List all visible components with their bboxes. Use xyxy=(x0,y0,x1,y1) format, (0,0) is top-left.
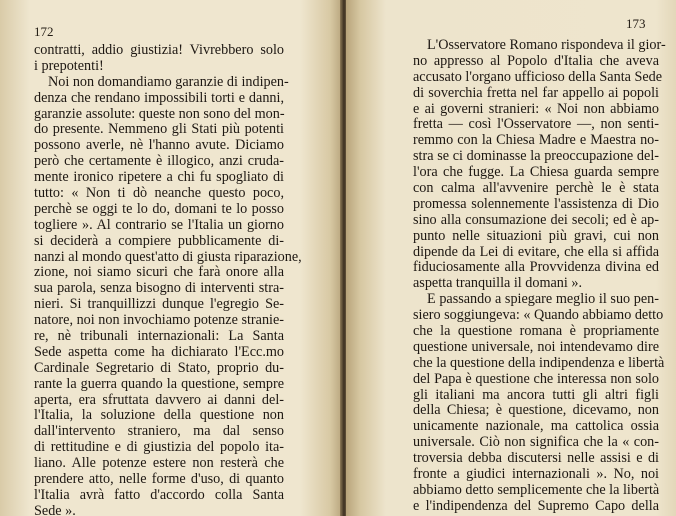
text-line: promessa solennemente l'assistenza di Dio xyxy=(413,195,659,212)
text-line: l'ora che fugge. La Chiesa guarda sempre xyxy=(413,164,659,181)
text-line: Sede aspetta come ha dichiarato l'Ecc.mo xyxy=(34,343,284,360)
text-line: E passando a spiegare meglio il suo pen- xyxy=(427,291,659,308)
text-line: l'Italia avrà fatto d'accordo colla Santa xyxy=(34,486,284,503)
text-line: i prepotenti! xyxy=(34,57,104,74)
text-line: sua parola, senza bisogno di interventi stra- xyxy=(34,280,284,297)
text-line: di soverchia fretta nel far appello ai popoli xyxy=(413,84,659,101)
text-line: mente ironico ripetere a chi fu spogliato di xyxy=(34,169,284,186)
text-line: gli italiani ma ancora tutti gli altri figli xyxy=(413,386,659,403)
text-line: zione, noi siamo sicuri che farà onore alla xyxy=(34,264,284,281)
left-page-text xyxy=(34,42,302,516)
text-line: aperta, era sfruttata davvero ai danni del- xyxy=(34,391,284,408)
text-line: Noi non domandiamo garanzie di indipen- xyxy=(48,73,289,90)
text-line: rante la guerra quando la questione, sempre xyxy=(34,375,284,392)
text-line: stra se ci dominasse la preoccupazione del- xyxy=(413,148,659,165)
text-line: remmo con la Chiesa Madre e Maestra no- xyxy=(413,132,659,149)
text-line: fretta — così l'Osservatore —, non senti- xyxy=(413,116,659,133)
text-line: dipende da Lei di evitare, che ella si affida xyxy=(413,243,659,260)
text-line: Sede ». xyxy=(34,502,76,516)
text-line: troversia debba discutersi nelle assisi e di xyxy=(413,450,659,467)
text-line: siero soggiungeva: « Quando abbiamo detto xyxy=(413,307,664,324)
text-line: contratti, addio giustizia! Vivrebbero solo xyxy=(34,42,284,58)
text-line: sino alla consumazione dei secoli; ed è ap- xyxy=(413,211,659,228)
text-line: della Chiesa; è questione, dicevamo, non xyxy=(413,402,659,419)
right-page xyxy=(346,0,676,516)
text-line: e l'indipendenza del Supremo Capo della xyxy=(413,497,659,514)
page-number: 173 xyxy=(626,16,646,31)
text-line: natore, noi non invochiamo potenze stranie- xyxy=(34,312,284,329)
text-line: possono averle, nè l'hanno avute. Diciamo xyxy=(34,137,284,154)
text-line: di rettitudine e di giustizia del popolo ita- xyxy=(34,439,284,456)
text-line: Cardinale Segretario di Stato, proprio du- xyxy=(34,359,284,376)
text-line: del Papa è questione che interessa non solo xyxy=(413,370,659,387)
text-line: nanzi al mondo quest'atto di giusta riparazione, xyxy=(34,248,302,265)
text-line: prendere atto, nelle forme d'uso, di quanto xyxy=(34,471,284,488)
text-line: che la questione della indipendenza e libertà xyxy=(413,354,665,371)
text-line: no appresso al Popolo d'Italia che aveva xyxy=(413,52,659,69)
text-line: re, nè tribunali internazionali: La Santa xyxy=(34,328,284,345)
text-line: fronte a giudici internazionali ». No, noi xyxy=(413,466,659,483)
text-line: questione universale, noi intendevamo dire xyxy=(413,338,659,355)
text-line: abbiamo detto semplicemente che la libertà xyxy=(413,481,660,498)
page-number: 172 xyxy=(34,24,54,39)
text-line: fiduciosamente alla Provvidenza divina ed xyxy=(413,259,659,276)
text-line: liano. Alle potenze estere non resterà che xyxy=(34,455,284,472)
text-line: L'Osservatore Romano rispondeva il gior- xyxy=(427,37,666,53)
text-line: denza che rendano impossibili torti e danni, xyxy=(34,89,284,106)
text-line: punto nelle situazioni più gravi, cui non xyxy=(413,227,659,244)
text-line: l'Italia, la soluzione della questione non xyxy=(34,407,284,424)
text-line: dall'intervento straniero, ma dal senso xyxy=(34,423,284,440)
text-line: aspetta tranquilla il domani ». xyxy=(413,275,583,292)
text-line: do presente. Nemmeno gli Stati più potenti xyxy=(34,121,284,138)
text-line: si deciderà a compiere pubblicamente di- xyxy=(34,232,284,249)
text-line: nieri. Si tranquillizzi dunque l'egregio Se- xyxy=(34,296,284,313)
text-line: unicamente nazionale, ma cattolica ossia xyxy=(413,418,659,435)
right-page-text xyxy=(413,37,666,515)
text-line: che la questione romana è propriamente xyxy=(413,323,659,340)
text-line: accusato l'organo ufficioso della Santa Sede xyxy=(413,68,663,85)
text-line: con calma all'avvenire perchè le è stata xyxy=(413,180,659,197)
text-line: perchè se oggi te lo do, domani te lo posso xyxy=(34,200,284,217)
text-line: universale. Ciò non significa che la « con- xyxy=(413,434,659,451)
text-line: tutto: « Non ti dò neanche questo poco, xyxy=(34,185,284,202)
text-line: togliere ». Al contrario se l'Italia un giorno xyxy=(34,216,284,233)
text-line: e ai governi stranieri: « Noi non abbiamo xyxy=(413,100,659,117)
text-line: garanzie assolute: queste non sono del mon- xyxy=(34,105,285,122)
text-line: però che certamente è illogico, anzi cruda- xyxy=(34,153,284,170)
